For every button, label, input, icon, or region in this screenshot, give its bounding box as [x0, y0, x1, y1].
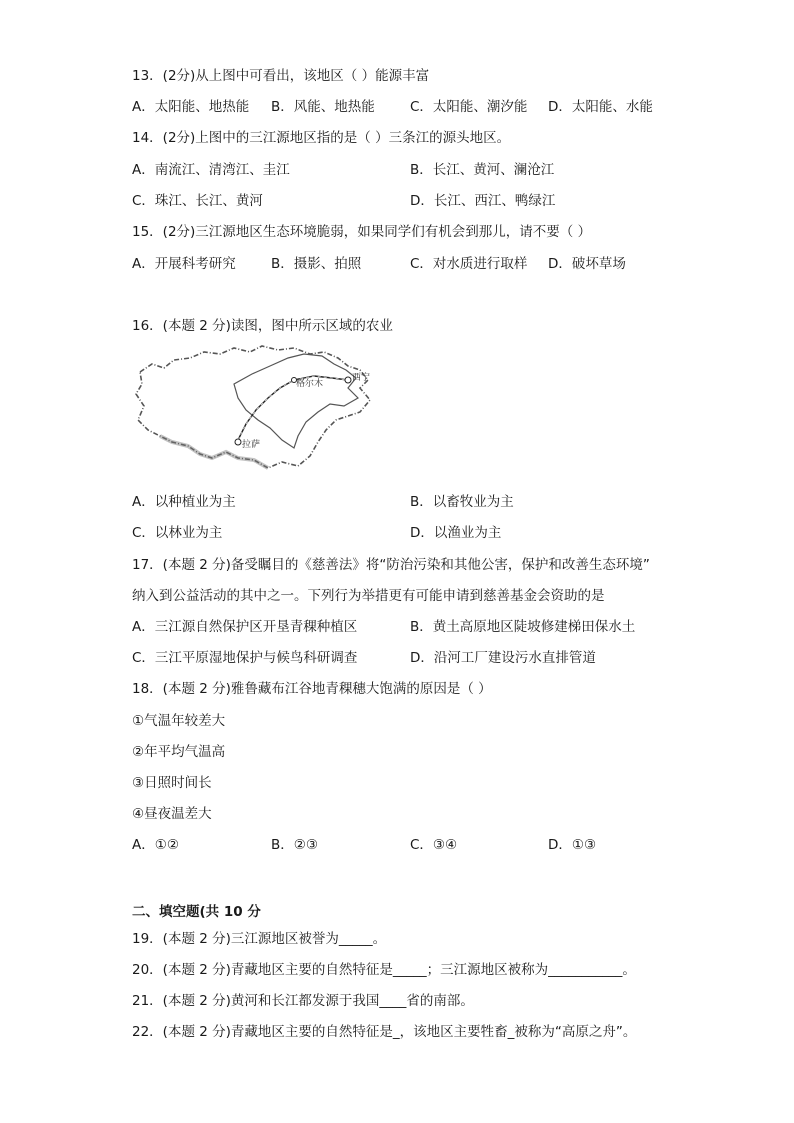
city-golmud-label: 格尔木 — [296, 379, 324, 389]
question-13-option-c: C．太阳能、潮汐能 — [410, 99, 528, 115]
question-18-option-a: A．①② — [132, 837, 179, 853]
question-18-option-b: B．②③ — [271, 837, 318, 853]
qinghai-boundary — [234, 354, 358, 448]
question-19: 19．(本题 2 分)三江源地区被誉为_____。 — [132, 931, 387, 947]
question-15-option-c: C．对水质进行取样 — [410, 256, 528, 272]
question-13-option-d: D．太阳能、水能 — [548, 99, 653, 115]
question-18-item-1: ①气温年较差大 — [132, 713, 226, 729]
qinghai-tibet-map — [134, 344, 388, 470]
question-18-option-c: C．③④ — [410, 837, 458, 853]
question-20: 20．(本题 2 分)青藏地区主要的自然特征是_____；三江源地区被称为___________。 — [132, 962, 636, 978]
question-16-option-a: A．以种植业为主 — [132, 494, 236, 510]
question-14-option-b: B．长江、黄河、澜沧江 — [410, 162, 555, 178]
question-13-option-a: A．太阳能、地热能 — [132, 99, 250, 115]
city-xining-marker — [345, 377, 351, 383]
question-18-item-3: ③日照时间长 — [132, 775, 212, 791]
question-15-stem: 15．(2分)三江源地区生态环境脆弱，如果同学们有机会到那儿，请不要（ ） — [132, 224, 592, 240]
question-16-option-d: D．以渔业为主 — [410, 525, 502, 541]
question-16-stem: 16．(本题 2 分)读图，图中所示区域的农业 — [132, 318, 393, 334]
question-13-stem: 13．(2分)从上图中可看出，该地区（ ）能源丰富 — [132, 68, 430, 84]
question-15-option-d: D．破坏草场 — [548, 256, 626, 272]
question-17-stem-line2: 纳入到公益活动的其中之一。下列行为举措更有可能申请到慈善基金会资助的是 — [132, 588, 605, 604]
question-16-option-b: B．以畜牧业为主 — [410, 494, 514, 510]
question-17-stem-line1: 17．(本题 2 分)备受瞩目的《慈善法》将“防治污染和其他公害，保护和改善生态环境” — [132, 557, 650, 573]
city-xining-label: 西宁 — [352, 373, 371, 383]
question-17-option-a: A．三江源自然保护区开垦青稞种植区 — [132, 619, 358, 635]
railway-line — [238, 376, 348, 440]
question-18-item-2: ②年平均气温高 — [132, 744, 226, 760]
question-14-stem: 14．(2分)上图中的三江源地区指的是（ ）三条江的源头地区。 — [132, 130, 511, 146]
question-15-option-a: A．开展科考研究 — [132, 256, 236, 272]
question-14-option-d: D．长江、西江、鸭绿江 — [410, 193, 556, 209]
question-17-option-b: B．黄土高原地区陡坡修建梯田保水土 — [410, 619, 636, 635]
question-18-stem: 18．(本题 2 分)雅鲁藏布江谷地青稞穗大饱满的原因是（ ） — [132, 681, 492, 697]
question-14-option-c: C．珠江、长江、黄河 — [132, 193, 263, 209]
question-15-option-b: B．摄影、拍照 — [271, 256, 362, 272]
question-18-item-4: ④昼夜温差大 — [132, 806, 212, 822]
city-lhasa-label: 拉萨 — [242, 440, 261, 450]
question-14-option-a: A．南流江、清湾江、圭江 — [132, 162, 290, 178]
city-lhasa-marker — [235, 439, 241, 445]
section-2-title: 二、填空题(共 10 分 — [132, 904, 261, 920]
railway-dash — [238, 376, 348, 440]
question-21: 21．(本题 2 分)黄河和长江都发源于我国____省的南部。 — [132, 993, 474, 1009]
question-18-option-d: D．①③ — [548, 837, 597, 853]
question-22: 22．(本题 2 分)青藏地区主要的自然特征是_，该地区主要牲畜_被称为“高原之舟”。 — [132, 1024, 637, 1040]
question-13-option-b: B．风能、地热能 — [271, 99, 375, 115]
question-17-option-d: D．沿河工厂建设污水直排管道 — [410, 650, 596, 666]
question-17-option-c: C．三江平原湿地保护与候鸟科研调查 — [132, 650, 358, 666]
question-16-option-c: C．以林业为主 — [132, 525, 223, 541]
